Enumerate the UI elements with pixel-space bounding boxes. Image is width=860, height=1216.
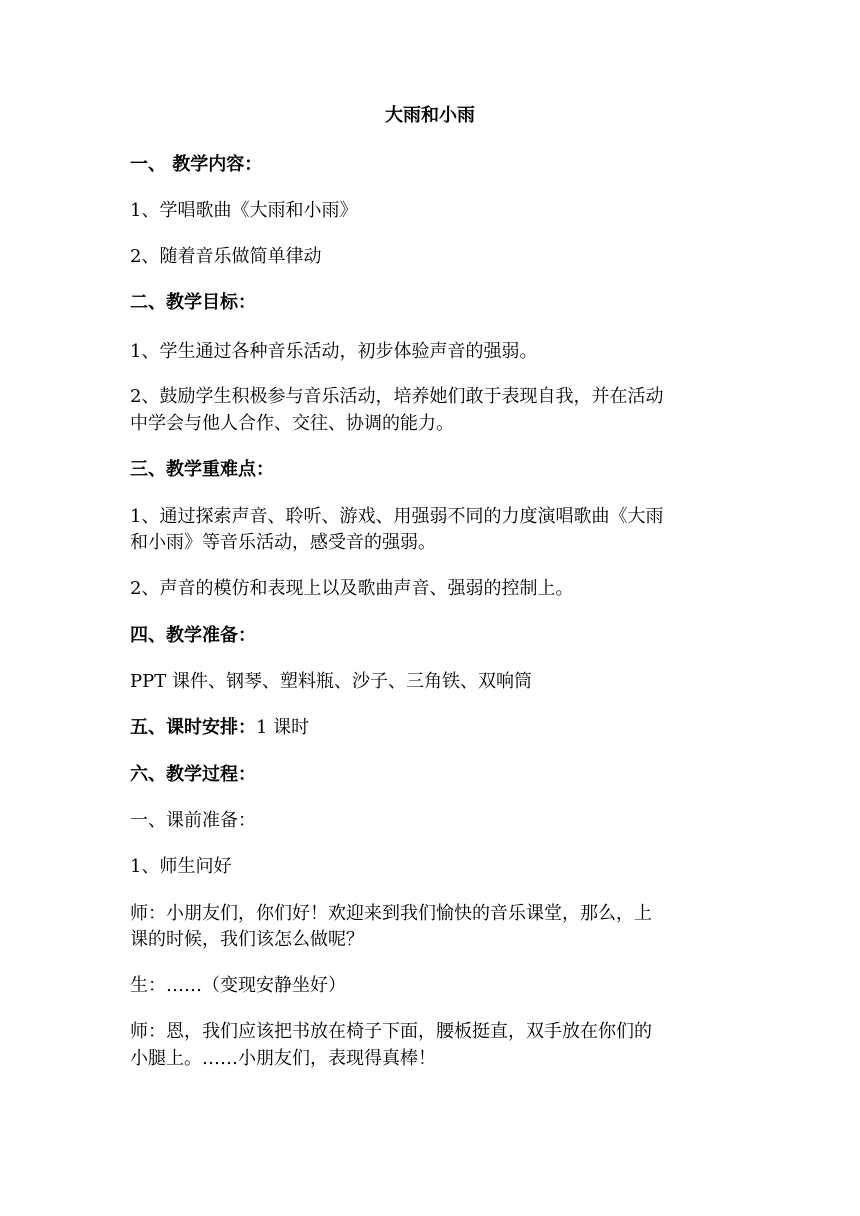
key-point-1-line-1: 1、通过探索声音、聆听、游戏、用强弱不同的力度演唱歌曲《大雨 <box>130 506 664 527</box>
goal-1: 1、学生通过各种音乐活动，初步体验声音的强弱。 <box>130 341 538 362</box>
document-title: 大雨和小雨 <box>385 105 475 126</box>
teacher-dialogue-2-line-1: 师：恩，我们应该把书放在椅子下面，腰板挺直，双手放在你们的 <box>130 1021 652 1042</box>
materials-list: PPT 课件、钢琴、塑料瓶、沙子、三角铁、双响筒 <box>130 671 532 692</box>
content-item-1: 1、学唱歌曲《大雨和小雨》 <box>130 200 358 221</box>
section-heading-goals: 二、教学目标： <box>130 292 256 313</box>
section-heading-preparation: 四、教学准备： <box>130 625 256 646</box>
teacher-dialogue-1-line-1: 师：小朋友们，你们好！欢迎来到我们愉快的音乐课堂，那么，上 <box>130 903 652 924</box>
key-point-2: 2、声音的模仿和表现上以及歌曲声音、强弱的控制上。 <box>130 578 574 599</box>
goal-2-line-1: 2、鼓励学生积极参与音乐活动，培养她们敢于表现自我，并在活动 <box>130 386 664 407</box>
goal-2-line-2: 中学会与他人合作、交往、协调的能力。 <box>130 413 454 434</box>
schedule-line <box>130 716 730 740</box>
step-1-item-1: 1、师生问好 <box>130 856 232 877</box>
key-point-1-line-2: 和小雨》等音乐活动，感受音的强弱。 <box>130 532 436 553</box>
section-heading-content: 一、 教学内容： <box>130 154 263 175</box>
teacher-dialogue-2-line-2: 小腿上。……小朋友们，表现得真棒！ <box>130 1048 436 1069</box>
section-heading-schedule: 五、课时安排： <box>130 717 256 738</box>
schedule-value: 1 课时 <box>256 717 310 738</box>
teacher-dialogue-1-line-2: 课的时候，我们该怎么做呢？ <box>130 929 364 950</box>
section-heading-key-points: 三、教学重难点： <box>130 459 274 480</box>
section-heading-process: 六、教学过程： <box>130 764 256 785</box>
step-1-heading: 一、课前准备： <box>130 810 256 831</box>
student-dialogue-1: 生：……（变现安静坐好） <box>130 975 346 996</box>
content-item-2: 2、随着音乐做简单律动 <box>130 246 322 267</box>
